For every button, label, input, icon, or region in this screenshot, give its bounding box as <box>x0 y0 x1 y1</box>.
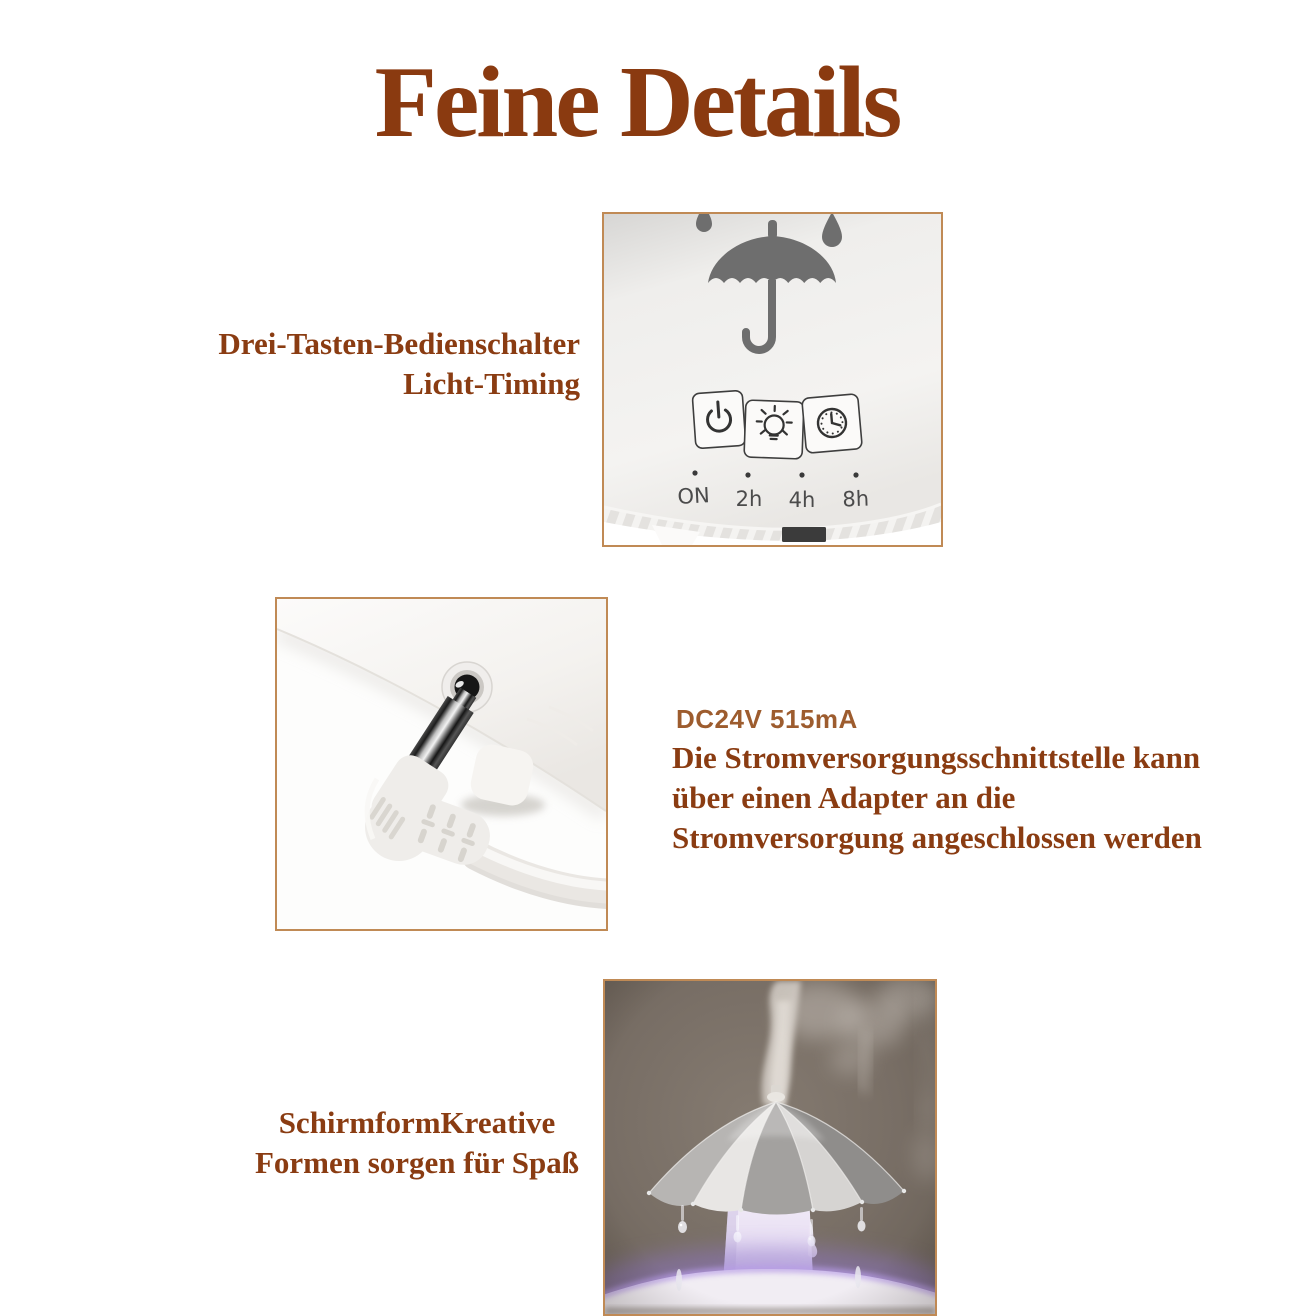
design-caption <box>222 1103 612 1183</box>
vignette-overlay <box>605 981 935 1314</box>
umbrella-mist-illustration <box>605 981 935 1314</box>
control-buttons-photo <box>602 212 943 547</box>
design-caption-line1: SchirmformKreative <box>278 1105 556 1140</box>
page-title: Feine Details <box>374 46 900 159</box>
power-socket <box>782 527 826 542</box>
power-spec: DC24V 515mA <box>676 704 858 734</box>
timer-clock-icon <box>817 408 847 438</box>
power-caption-line2: über einen Adapter an die <box>672 780 1016 815</box>
umbrella-mist-photo <box>603 979 937 1316</box>
design-caption-line2: Formen sorgen für Spaß <box>254 1145 580 1180</box>
power-plug-illustration <box>277 599 606 929</box>
power-caption <box>672 738 1202 858</box>
timer-label-8h: 8h <box>842 486 870 512</box>
power-plug-photo <box>275 597 608 931</box>
controls-caption-line1: Drei-Tasten-Bedienschalter <box>218 326 580 361</box>
controls-caption-line2: Licht-Timing <box>403 366 580 401</box>
timer-label-4h: 4h <box>788 488 816 512</box>
power-caption-line3: Stromversorgung angeschlossen werden <box>672 820 1202 855</box>
power-caption-line1: Die Stromversorgungsschnittstelle kann <box>672 740 1201 775</box>
control-buttons-illustration <box>604 214 941 545</box>
timer-label-on: ON <box>676 483 711 509</box>
controls-caption <box>218 324 580 404</box>
timer-label-2h: 2h <box>735 487 763 511</box>
